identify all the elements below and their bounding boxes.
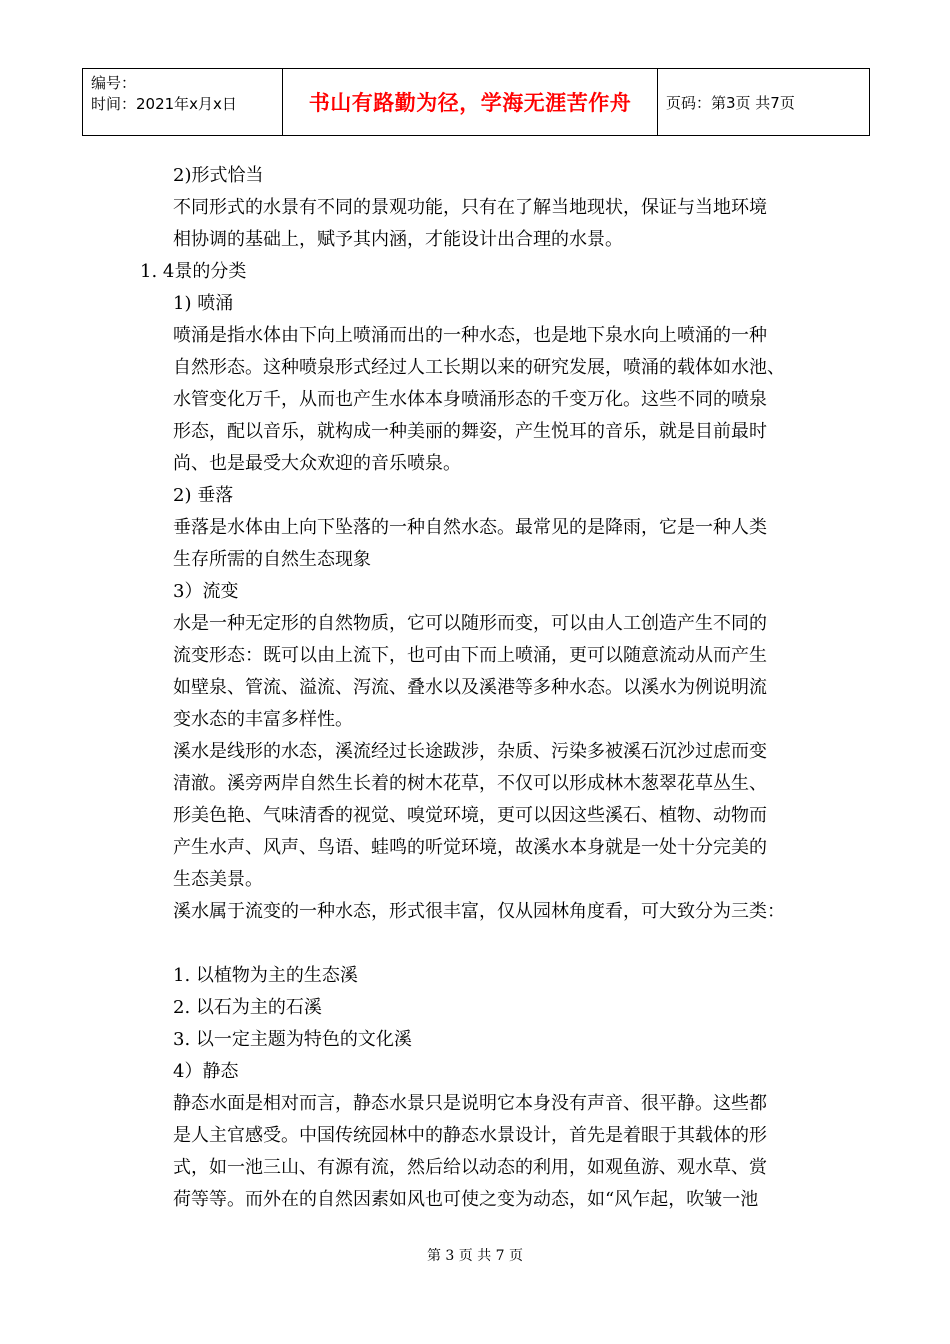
text-line: 是人主官感受。中国传统园林中的静态水景设计，首先是着眼于其载体的形: [173, 1125, 767, 1146]
text-line: 生态美景。: [173, 869, 263, 890]
text-line: 溪水属于流变的一种水态，形式很丰富，仅从园林角度看，可大致分为三类：: [173, 901, 785, 922]
text-line: 式，如一池三山、有源有流，然后给以动态的利用，如观鱼游、观水草、赏: [173, 1157, 767, 1178]
text-line: 2) 垂落: [173, 485, 234, 506]
text-line: 3. 以一定主题为特色的文化溪: [173, 1029, 412, 1050]
text-line: 清澈。溪旁两岸自然生长着的树木花草，不仅可以形成林木葱翠花草丛生、: [173, 773, 767, 794]
text-line: 喷涌是指水体由下向上喷涌而出的一种水态，也是地下泉水向上喷涌的一种: [173, 325, 767, 346]
text-line: 生存所需的自然生态现象: [173, 549, 371, 570]
text-line: 1) 喷涌: [173, 293, 234, 314]
text-line: 形美色艳、气味清香的视觉、嗅觉环境，更可以因这些溪石、植物、动物而: [173, 805, 767, 826]
text-line: 变水态的丰富多样性。: [173, 709, 353, 730]
page-info-cell: [658, 69, 869, 135]
blank-line: [140, 928, 840, 960]
document-body: [140, 160, 840, 1216]
motto-text: 书山有路勤为径，学海无涯苦作舟: [308, 91, 632, 115]
header-meta-cell: [83, 69, 283, 135]
text-line: 1. 4景的分类: [140, 261, 247, 282]
page-info-text: 页码：第3页 共7页: [666, 93, 795, 112]
text-line: 3）流变: [173, 581, 239, 602]
text-line: 2)形式恰当: [173, 165, 264, 186]
text-line: 流变形态：既可以由上流下，也可由下而上喷涌，更可以随意流动从而产生: [173, 645, 767, 666]
time-label: 时间：2021年x月x日: [91, 95, 237, 113]
number-label: 编号：: [91, 74, 137, 92]
text-line: 水管变化万千，从而也产生水体本身喷涌形态的千变万化。这些不同的喷泉: [173, 389, 767, 410]
text-line: 不同形式的水景有不同的景观功能，只有在了解当地现状，保证与当地环境: [173, 197, 767, 218]
page-footer: 第 3 页 共 7 页: [426, 1248, 524, 1264]
text-line: 静态水面是相对而言，静态水景只是说明它本身没有声音、很平静。这些都: [173, 1093, 767, 1114]
text-line: 4）静态: [173, 1061, 239, 1082]
text-line: 2. 以石为主的石溪: [173, 997, 322, 1018]
motto-cell: [283, 69, 658, 135]
text-line: 水是一种无定形的自然物质，它可以随形而变，可以由人工创造产生不同的: [173, 613, 767, 634]
page-header: [82, 68, 870, 136]
text-line: 自然形态。这种喷泉形式经过人工长期以来的研究发展，喷涌的载体如水池、: [173, 357, 785, 378]
text-line: 1. 以植物为主的生态溪: [173, 965, 358, 986]
text-line: 形态，配以音乐，就构成一种美丽的舞姿，产生悦耳的音乐，就是目前最时: [173, 421, 767, 442]
text-line: 尚、也是最受大众欢迎的音乐喷泉。: [173, 453, 461, 474]
text-line: 溪水是线形的水态，溪流经过长途跋涉，杂质、污染多被溪石沉沙过虑而变: [173, 741, 767, 762]
text-line: 荷等等。而外在的自然因素如风也可使之变为动态，如“风乍起，吹皱一池: [173, 1189, 759, 1210]
text-line: 垂落是水体由上向下坠落的一种自然水态。最常见的是降雨，它是一种人类: [173, 517, 767, 538]
text-line: 产生水声、风声、鸟语、蛙鸣的听觉环境，故溪水本身就是一处十分完美的: [173, 837, 767, 858]
text-line: 如壁泉、管流、溢流、泻流、叠水以及溪港等多种水态。以溪水为例说明流: [173, 677, 767, 698]
text-line: 相协调的基础上，赋予其内涵，才能设计出合理的水景。: [173, 229, 623, 250]
